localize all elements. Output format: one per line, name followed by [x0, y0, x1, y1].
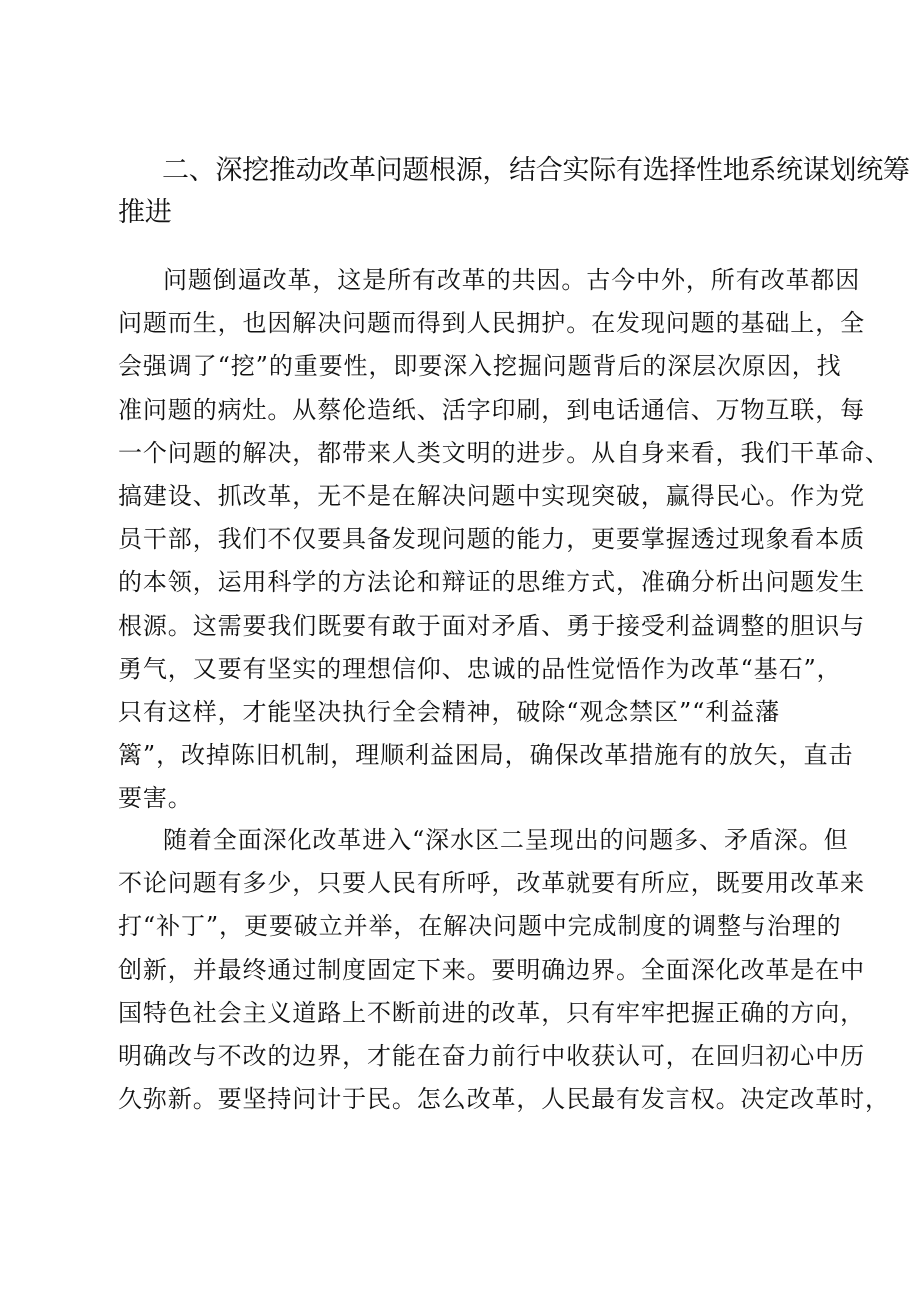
paragraph-line: 勇气，又要有坚实的理想信仰、忠诚的品性觉悟作为改革“基石”，	[118, 654, 842, 683]
paragraph-line: 搞建设、抓改革，无不是在解决问题中实现突破，赢得民心。作为党	[118, 481, 865, 510]
paragraph-line: 随着全面深化改革进入“深水区二呈现出的问题多、矛盾深。但	[163, 826, 849, 854]
paragraph-line: 久弥新。要坚持问计于民。怎么改革，人民最有发言权。决定改革时，	[118, 1085, 890, 1114]
paragraph-line: 的本领，运用科学的方法论和辩证的思维方式，准确分析出问题发生	[118, 568, 865, 597]
paragraph-line: 打“补丁”，更要破立并举，在解决问题中完成制度的调整与治理的	[118, 912, 842, 941]
heading-line: 二、深挖推动改革问题根源，结合实际有选择性地系统谋划统筹	[162, 155, 910, 186]
paragraph-line: 要害。	[118, 784, 193, 813]
paragraph-line: 根源。这需要我们既要有敢于面对矛盾、勇于接受利益调整的胆识与	[118, 611, 865, 640]
paragraph-line: 国特色社会主义道路上不断前进的改革，只有牢牢把握正确的方向，	[118, 998, 865, 1027]
paragraph-2	[118, 819, 890, 1121]
paragraph-line: 问题而生，也因解决问题而得到人民拥护。在发现问题的基础上，全	[118, 309, 865, 338]
section-heading	[118, 150, 910, 234]
paragraph-line: 篱”，改掉陈旧机制，理顺利益困局，确保改革措施有的放矢，直击	[118, 741, 854, 770]
paragraph-line: 创新，并最终通过制度固定下来。要明确边界。全面深化改革是在中	[118, 955, 865, 984]
paragraph-line: 一个问题的解决，都带来人类文明的进步。从自身来看，我们干革命、	[118, 438, 890, 467]
paragraph-line: 只有这样，才能坚决执行全会精神，破除“观念禁区”“利益藩	[118, 697, 781, 726]
heading-line: 推进	[118, 197, 172, 228]
paragraph-line: 问题倒逼改革，这是所有改革的共因。古今中外，所有改革都因	[163, 266, 861, 294]
paragraph-line: 不论问题有多少，只要人民有所呼，改革就要有所应，既要用改革来	[118, 869, 865, 898]
paragraph-line: 会强调了“挖”的重要性，即要深入挖掘问题背后的深层次原因，找	[118, 352, 842, 381]
paragraph-1	[118, 259, 890, 820]
paragraph-line: 准问题的病灶。从蔡伦造纸、活字印刷，到电话通信、万物互联，每	[118, 395, 865, 424]
paragraph-line: 员干部，我们不仅要具备发现问题的能力，更要掌握透过现象看本质	[118, 525, 865, 554]
paragraph-line: 明确改与不改的边界，才能在奋力前行中收获认可，在回归初心中历	[118, 1041, 865, 1070]
